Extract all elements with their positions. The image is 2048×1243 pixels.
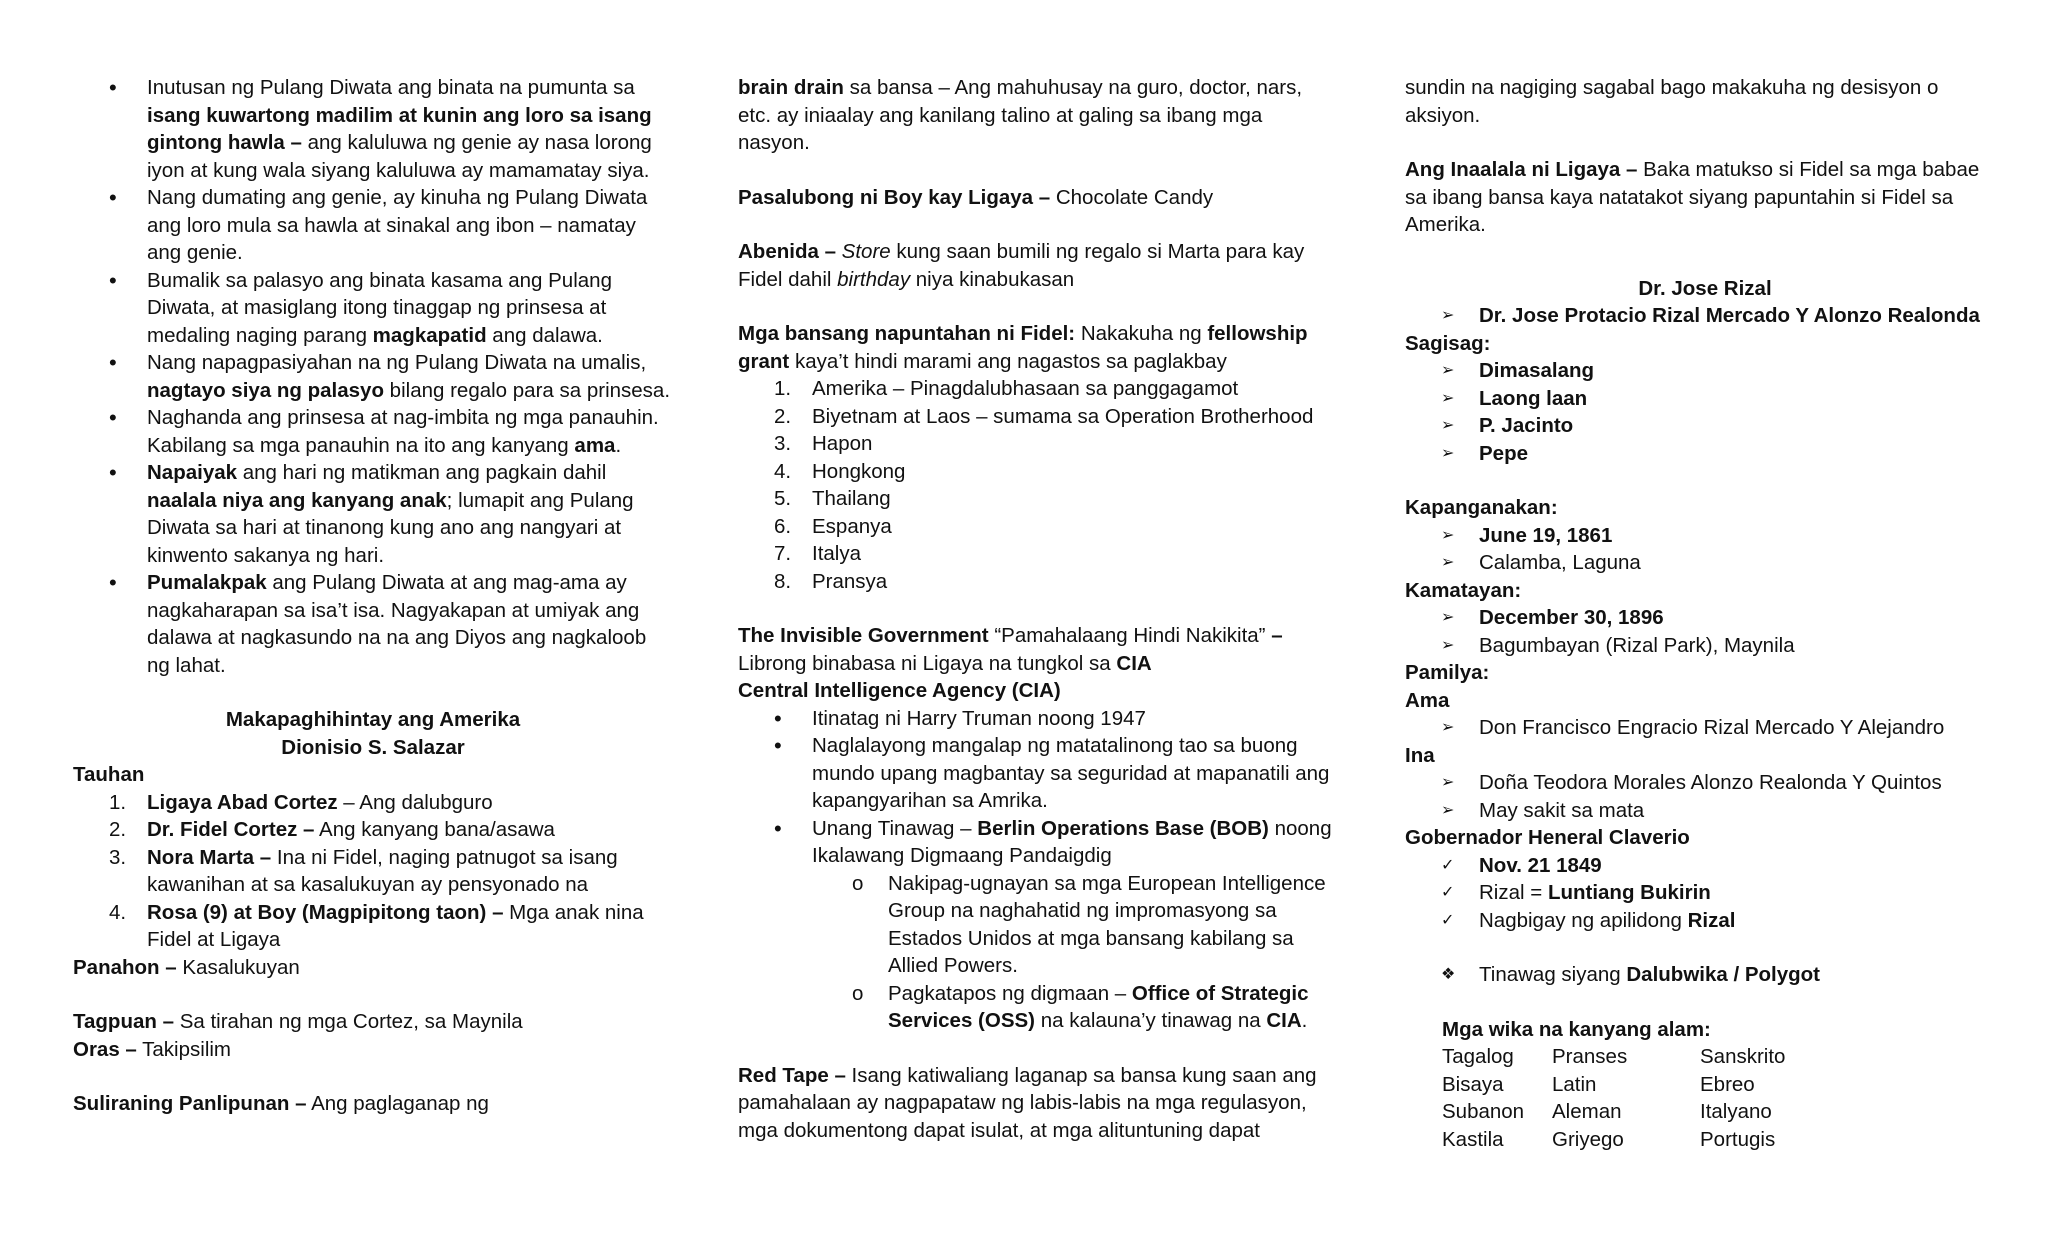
list-item: 3. Hapon: [774, 432, 873, 455]
list-item: ➢ Dimasalang: [1405, 357, 2005, 385]
list-item: ➢ Pepe: [1405, 440, 2005, 468]
story-bullet-list: [73, 74, 673, 679]
list-item: 2. Dr. Fidel Cortez – Ang kanyang bana/asawa: [109, 818, 555, 841]
list-item: ❖ Tinawag siyang Dalubwika / Polygot: [1405, 961, 2005, 989]
suliranin-line: Suliraning Panlipunan – Ang paglaganap ng: [73, 1092, 489, 1115]
language-item: Latin: [1552, 1072, 1597, 1096]
abenida-paragraph: Abenida – Store kung saan bumili ng regalo si Marta para kay Fidel dahil birthday niya kinabukasan: [738, 240, 1305, 291]
list-item: • Bumalik sa palasyo ang binata kasama ang Pulang Diwata, at masiglang itong tinaggap ng prinsesa at medaling naging parang magkapatid ang dalawa.: [73, 267, 673, 350]
arrow-icon: ➢: [1441, 609, 1455, 626]
list-item: ✓ Nagbigay ng apilidong Rizal: [1405, 907, 2005, 935]
wika-heading: Mga wika na kanyang alam:: [1442, 1017, 1711, 1041]
list-item: 5. Thailang: [774, 487, 891, 510]
list-item: ➢ December 30, 1896: [1405, 604, 2005, 632]
arrow-icon: ➢: [1441, 444, 1455, 462]
arrow-icon: ➢: [1441, 774, 1455, 791]
ina-heading: Ina: [1405, 743, 1435, 767]
list-item: ➢ Calamba, Laguna: [1405, 549, 2005, 577]
language-item: Pranses: [1552, 1045, 1628, 1068]
language-item: Ebreo: [1700, 1072, 1755, 1096]
cia-sub-list: [738, 870, 1338, 1035]
ama-heading: Ama: [1405, 688, 1450, 712]
pamilya-heading: Pamilya:: [1405, 661, 1490, 684]
language-item: Sanskrito: [1700, 1045, 1786, 1068]
list-item: 4. Hongkong: [774, 459, 906, 483]
cia-list: [738, 705, 1338, 870]
arrow-icon: ➢: [1441, 526, 1455, 544]
list-item: ➢ P. Jacinto: [1405, 412, 2005, 440]
list-item: 7. Italya: [774, 542, 861, 565]
arrow-icon: ➢: [1441, 719, 1455, 736]
language-item: Tagalog: [1442, 1045, 1514, 1068]
pasalubong-line: Pasalubong ni Boy kay Ligaya – Chocolate Candy: [738, 185, 1214, 209]
story-title: Makapaghihintay ang Amerika: [225, 708, 521, 731]
language-item: Portugis: [1700, 1127, 1776, 1151]
tagpuan-line: Tagpuan – Sa tirahan ng mga Cortez, sa Maynila: [73, 1010, 523, 1033]
language-item: Subanon: [1442, 1100, 1525, 1123]
list-item: ➢ Bagumbayan (Rizal Park), Maynila: [1405, 632, 2005, 660]
list-item: • Naglalayong mangalap ng matatalinong tao sa buong mundo upang magbantay sa seguridad at mapanatili ang kapangyarihan sa Amrika.: [738, 732, 1338, 815]
kapanganakan-heading: Kapanganakan:: [1405, 496, 1558, 519]
sagisag-heading: Sagisag:: [1405, 331, 1491, 355]
list-item: ✓ Rizal = Luntiang Bukirin: [1405, 879, 2005, 907]
arrow-icon: ➢: [1441, 389, 1455, 407]
language-item: Italyano: [1700, 1100, 1772, 1123]
list-item: ➢ June 19, 1861: [1405, 522, 2005, 550]
arrow-icon: ➢: [1441, 801, 1455, 819]
list-item: • Naghanda ang prinsesa at nag-imbita ng mga panauhin. Kabilang sa mga panauhin na ito ang kanyang ama.: [73, 404, 673, 459]
arrow-icon: ➢: [1441, 417, 1455, 434]
column-1: [73, 74, 673, 1118]
arrow-icon: ➢: [1441, 554, 1455, 571]
list-item: 8. Pransya: [774, 569, 888, 593]
inaalala-paragraph: Ang Inaalala ni Ligaya – Baka matukso si Fidel sa mga babae sa ibang bansa kaya natatakot siyang papuntahin si Fidel sa Amerika.: [1405, 158, 1980, 236]
list-item: • Unang Tinawag – Berlin Operations Base (BOB) noong Ikalawang Digmaang Pandaigdig: [738, 815, 1338, 870]
panahon-line: Panahon – Kasalukuyan: [73, 955, 300, 979]
list-item: o Nakipag-ugnayan sa mga European Intelligence Group na naghahatid ng impromasyong sa Estados Unidos at mga bansang kabilang sa Allied Powers.: [852, 871, 1326, 977]
list-item: o Pagkatapos ng digmaan – Office of Strategic Services (OSS) na kalauna’y tinawag na CIA.: [852, 981, 1309, 1032]
gobernador-heading: Gobernador Heneral Claverio: [1405, 826, 1690, 849]
list-item: ➢ May sakit sa mata: [1405, 797, 2005, 825]
list-item: 1. Amerika – Pinagdalubhasaan sa panggagamot: [774, 377, 1239, 400]
list-item: • Inutusan ng Pulang Diwata ang binata na pumunta sa isang kuwartong madilim at kunin ang loro sa isang gintong hawla – ang kaluluwa ng genie ay nasa lorong iyon at kung wala siyang kaluluwa ay mamamatay siya.: [73, 74, 673, 184]
list-item: ➢ Dr. Jose Protacio Rizal Mercado Y Alonzo Realonda: [1405, 302, 2005, 330]
arrow-icon: ➢: [1441, 307, 1455, 324]
arrow-icon: ➢: [1441, 636, 1455, 654]
cia-heading: Central Intelligence Agency (CIA): [738, 679, 1061, 702]
list-item: 3. Nora Marta – Ina ni Fidel, naging patnugot sa isang kawanihan at sa kasalukuyan ay pensyonado na: [109, 845, 618, 896]
diamond-icon: ❖: [1441, 966, 1456, 983]
column-2: [738, 74, 1338, 1144]
red-tape-paragraph: Red Tape – Isang katiwaliang laganap sa bansa kung saan ang pamahalaan ay nagpapataw ng labis-labis na mga regulasyon, mga dokumentong dapat isulat, at mga alituntuning dapat: [738, 1063, 1317, 1142]
list-item: ➢ Doña Teodora Morales Alonzo Realonda Y Quintos: [1405, 769, 2005, 797]
list-item: • Nang dumating ang genie, ay kinuha ng Pulang Diwata ang loro mula sa hawla at sinakal ang ibon – namatay ang genie.: [73, 184, 673, 267]
language-grid: [1405, 1043, 2005, 1153]
list-item: ✓ Nov. 21 1849: [1405, 852, 2005, 880]
tauhan-list: [73, 789, 673, 954]
list-item: • Napaiyak ang hari ng matikman ang pagkain dahil naalala niya ang kanyang anak; lumapit ang Pulang Diwata sa hari at tinanong kung ano ang nangyari at kinwento sakanya ng hari.: [73, 459, 673, 569]
list-item: 6. Espanya: [774, 514, 892, 538]
kamatayan-heading: Kamatayan:: [1405, 578, 1522, 602]
language-item: Griyego: [1552, 1127, 1624, 1151]
check-icon: ✓: [1441, 884, 1455, 901]
brain-drain-paragraph: brain drain sa bansa – Ang mahuhusay na guro, doctor, nars, etc. ay iniaalay ang kanilang talino at galing sa ibang mga nasyon.: [738, 76, 1303, 154]
list-item: • Pumalakpak ang Pulang Diwata at ang mag-ama ay nagkaharapan sa isa’t isa. Nagyakapan at umiyak ang dalawa at nagkasundo na na ang Diyos ang nagkaloob ng lahat.: [73, 569, 673, 679]
language-item: Aleman: [1552, 1100, 1622, 1123]
column-3: [1405, 74, 2005, 1153]
language-item: Kastila: [1442, 1127, 1504, 1151]
list-item: • Itinatag ni Harry Truman noong 1947: [738, 705, 1338, 733]
rizal-title: Dr. Jose Rizal: [1638, 276, 1772, 300]
list-item: 2. Biyetnam at Laos – sumama sa Operation Brotherhood: [774, 404, 1314, 428]
list-item: ➢ Don Francisco Engracio Rizal Mercado Y Alejandro: [1405, 714, 2005, 742]
bansa-paragraph: Mga bansang napuntahan ni Fidel: Nakakuha ng fellowship grant kaya’t hindi marami ang nagastos sa paglakbay: [738, 322, 1308, 373]
list-item: ➢ Laong laan: [1405, 385, 2005, 413]
check-icon: ✓: [1441, 911, 1455, 929]
arrow-icon: ➢: [1441, 362, 1455, 379]
tauhan-heading: Tauhan: [73, 763, 145, 786]
invisible-government-paragraph: The Invisible Government “Pamahalaang Hindi Nakikita” – Librong binabasa ni Ligaya na tungkol sa CIA: [738, 624, 1283, 675]
list-item: 4. Rosa (9) at Boy (Magpipitong taon) – Mga anak nina Fidel at Ligaya: [109, 900, 644, 951]
list-item: • Nang napagpasiyahan na ng Pulang Diwata na umalis, nagtayo siya ng palasyo bilang regalo para sa prinsesa.: [73, 349, 673, 404]
list-item: 1. Ligaya Abad Cortez – Ang dalubguro: [109, 790, 493, 814]
country-list: [738, 375, 1338, 595]
oras-line: Oras – Takipsilim: [73, 1037, 231, 1061]
sundin-paragraph: sundin na nagiging sagabal bago makakuha ng desisyon o aksiyon.: [1405, 76, 1939, 127]
check-icon: ✓: [1441, 856, 1455, 874]
story-author: Dionisio S. Salazar: [281, 735, 465, 759]
language-item: Bisaya: [1442, 1072, 1504, 1096]
